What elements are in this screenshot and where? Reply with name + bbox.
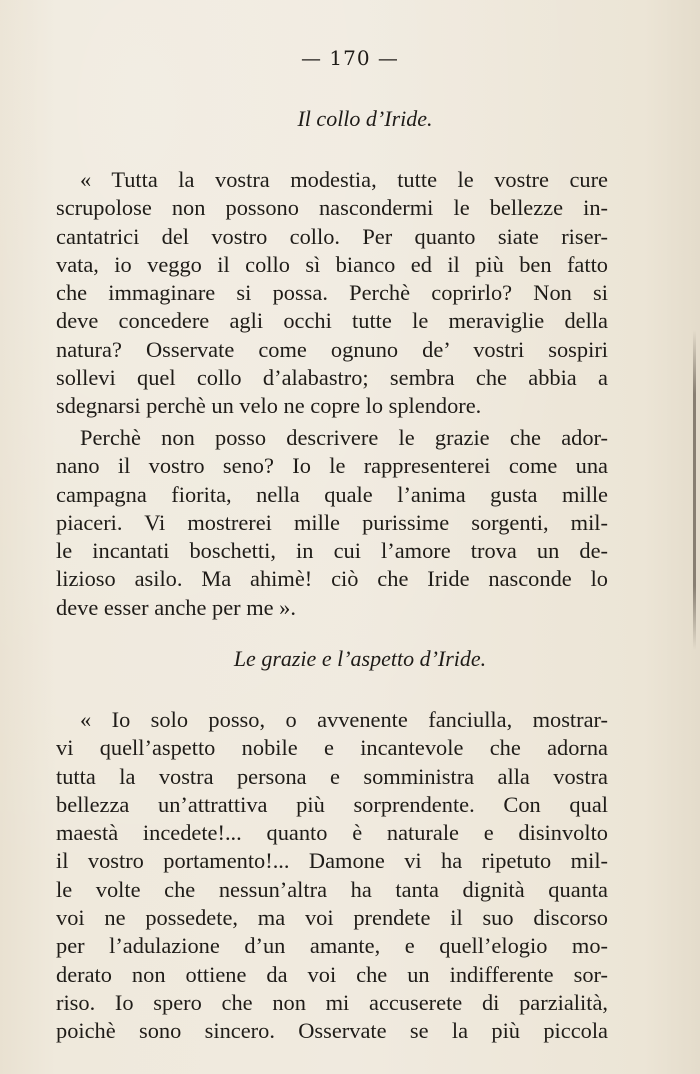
text-line: sdegnarsi perchè un velo ne copre lo splendore. [56,393,482,419]
text-line: deve esser anche per me ». [56,594,296,620]
text-line: natura? Osservate come ognuno de’ vostri sospiri [56,336,608,362]
text-line: « Tutta la vostra modestia, tutte le vostre cure [80,167,608,192]
section-title: Il collo d’Iride. [297,106,433,131]
text-line: il vostro portamento!... Damone vi ha ripetuto mil- [56,848,608,874]
text-line: derato non ottiene da voi che un indifferente sor- [56,961,608,987]
text-line: sollevi quel collo d’alabastro; sembra che abbia a [56,365,608,391]
text-line: lizioso asilo. Ma ahimè! ciò che Iride nasconde lo [56,566,608,592]
page-edge-shadow [693,330,696,650]
text-line: deve concedere agli occhi tutte le meraviglie della [56,308,608,334]
text-line: cantatrici del vostro collo. Per quanto siate riser- [56,223,608,249]
page-number: — 170 — [301,46,399,70]
text-line: Perchè non posso descrivere le grazie che ador- [80,425,608,450]
text-line: per l’adulazione d’un amante, e quell’elogio mo- [56,933,608,959]
text-line: « Io solo posso, o avvenente fanciulla, mostrar- [80,707,608,732]
text-line: poichè sono sincero. Osservate se la più piccola [56,1018,608,1044]
text-line: campagna fiorita, nella quale l’anima gusta mille [56,481,608,507]
text-line: vata, io veggo il collo sì bianco ed il più ben fatto [56,251,608,277]
text-line: scrupolose non possono nascondermi le bellezze in- [56,195,608,221]
text-line: che immaginare si possa. Perchè coprirlo? Non si [56,280,608,306]
text-line: tutta la vostra persona e somministra alla vostra [56,763,608,789]
paragraph [56,706,608,1046]
text-line: le incantati boschetti, in cui l’amore trova un de- [56,538,608,564]
text-line: le volte che nessun’altra ha tanta dignità quanta [56,876,608,902]
text-line: riso. Io spero che non mi accuserete di parzialità, [56,989,608,1015]
text-line: nano il vostro seno? Io le rappresenterei come una [56,453,608,479]
text-line: piaceri. Vi mostrerei mille purissime sorgenti, mil- [56,509,608,535]
paragraph [56,424,608,622]
text-line: vi quell’aspetto nobile e incantevole che adorna [56,735,608,761]
paragraph [56,166,608,421]
text-line: voi ne possedete, ma voi prendete il suo discorso [56,905,608,931]
text-line: bellezza un’attrattiva più sorprendente. Con qual [56,791,608,817]
text-line: maestà incedete!... quanto è naturale e disinvolto [56,820,608,846]
section-title: Le grazie e l’aspetto d’Iride. [233,646,487,671]
